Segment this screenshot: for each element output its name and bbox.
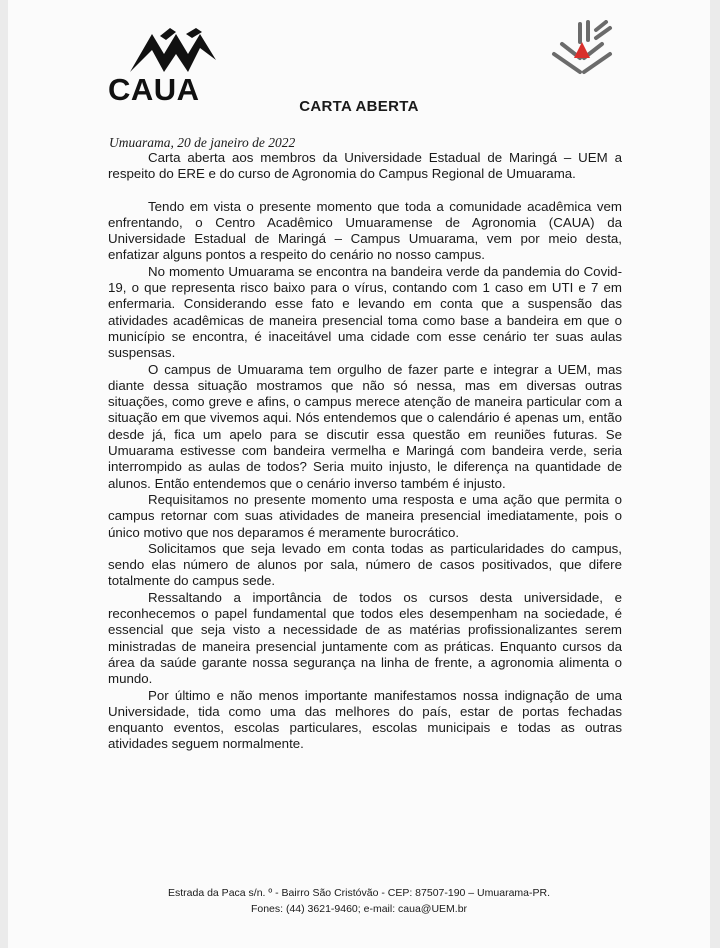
letter-paragraph: Requisitamos no presente momento uma resposta e uma ação que permita o campus retornar com suas atividades de maneira presencial imediatamente, pois o único motivo que nos deparamos é meramente burocrático. <box>108 491 622 540</box>
letter-paragraph: Solicitamos que seja levado em conta todas as particularidades do campus, sendo elas número de alunos por sala, número de casos positivados, que difere totalmente do campus sede. <box>108 540 622 589</box>
letter-paragraph: Por último e não menos importante manifestamos nossa indignação de uma Universidade, tida como uma das melhores do país, estar de portas fechadas enquanto eventos, escolas particulares, escolas municipais e todas as outras atividades seguem normalmente. <box>108 687 622 752</box>
letter-body <box>108 150 622 753</box>
uem-emblem <box>550 20 614 85</box>
letter-paragraph: Ressaltando a importância de todos os cursos desta universidade, e reconhecemos o papel fundamental que todos eles desempenham na sociedade, é essencial que seja visto a necessidade de as matérias profissionalizantes serem ministradas de maneira presencial juntamente com as práticas. Enquanto cursos da área da saúde garante nossa segurança na linha de frente, a agronomia alimenta o mundo. <box>108 589 622 687</box>
caua-emblem-icon <box>130 28 216 72</box>
letter-date: Umuarama, 20 de janeiro de 2022 <box>109 135 296 150</box>
letter-footer <box>8 885 710 917</box>
caua-logo-text: CAUA <box>108 72 200 107</box>
letter-intro: Carta aberta aos membros da Universidade Estadual de Maringá – UEM a respeito do ERE e do curso de Agronomia do Campus Regional de Umuarama. <box>108 150 622 182</box>
page-title: CARTA ABERTA <box>299 98 419 115</box>
caua-logo <box>108 28 220 107</box>
letter-page <box>8 0 710 948</box>
footer-address: Estrada da Paca s/n. º - Bairro São Cristóvão - CEP: 87507-190 – Umuarama-PR. <box>167 887 550 899</box>
footer-contact: Fones: (44) 3621-9460; e-mail: caua@UEM.br <box>250 903 468 915</box>
uem-emblem-icon <box>550 20 614 80</box>
letter-paragraph: No momento Umuarama se encontra na bandeira verde da pandemia do Covid-19, o que representa risco baixo para o vírus, contando com 1 caso em UTI e 7 em enfermaria. Considerando esse fato e levando em conta que a suspensão das atividades acadêmicas de maneira presencial toma como base a bandeira em que o município se encontra, é inaceitável uma cidade com esse cenário ter suas aulas suspensas. <box>108 263 622 361</box>
letter-paragraph: O campus de Umuarama tem orgulho de fazer parte e integrar a UEM, mas diante dessa situação mostramos que não só nessa, mas em diversas outras situações, como greve e afins, o campus merece atenção de maneira particular com a situação em que vivemos aqui. Nós entendemos que o calendário é apenas um, então desde já, fica um apelo para se discutir essa questão em reuniões futuras. Se Umuarama estivesse com bandeira vermelha e Maringá com bandeira verde, seria interrompido as aulas de todos? Seria muito injusto, le diferença na quantidade de alunos. Então entendemos que o cenário inverso também é injusto. <box>108 361 622 491</box>
letter-paragraph: Tendo em vista o presente momento que toda a comunidade acadêmica vem enfrentando, o Centro Acadêmico Umuaramense de Agronomia (CAUA) da Universidade Estadual de Maringá – Campus Umuarama, vem por meio desta, enfatizar alguns pontos a respeito do cenário no nosso campus. <box>108 198 622 263</box>
